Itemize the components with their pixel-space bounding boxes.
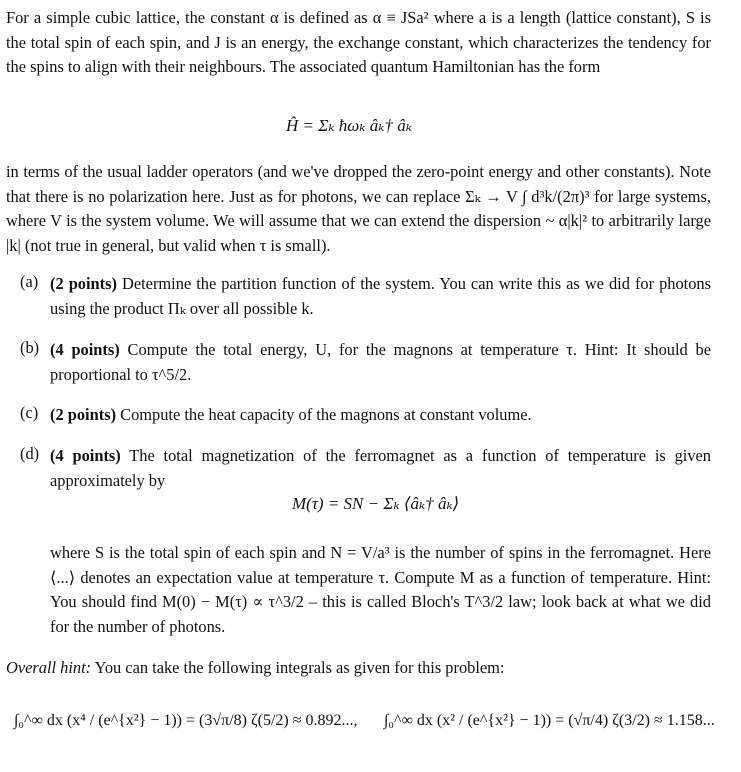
magnetization-equation: M(τ) = SN − Σₖ ⟨âₖ† âₖ⟩ [292, 494, 460, 513]
part-b-points: (4 points) [50, 340, 120, 359]
part-a-label: (a) [20, 272, 39, 291]
hamiltonian-equation: Ĥ = Σₖ ħωₖ âₖ† âₖ [286, 116, 412, 135]
part-b-label: (b) [20, 338, 40, 357]
integral-1: ∫₀^∞ dx (x⁴ / (e^{x²} − 1)) = (3√π/8) ζ(5/2) ≈ 0.892..., [14, 712, 358, 729]
part-a-text: Determine the partition function of the system. You can write this as we did for photons using the product Πₖ over all possible k. [50, 274, 711, 318]
part-d-after: where S is the total spin of each spin and N = V/a³ is the number of spins in the ferromagnet. Here ⟨...⟩ denotes an expectation value at temperature τ. Compute M as a function of temperature. Hint: You should find M(0) − M(τ) ∝ τ^3/2 – this is called Bloch's T^3/2 law; look back at what we did for the number of photons. [50, 543, 711, 636]
part-c-points: (2 points) [50, 405, 117, 424]
integral-2: ∫₀^∞ dx (x² / (e^{x²} − 1)) = (√π/4) ζ(3/2) ≈ 1.158... [384, 712, 715, 729]
part-b-text: Compute the total energy, U, for the magnons at temperature τ. Hint: It should be proportional to τ^5/2. [50, 340, 711, 384]
intro-paragraph-2: in terms of the usual ladder operators (and we've dropped the zero-point energy and other constants). Note that there is no polarization here. Just as for photons, we can replace Σₖ → V ∫ d³k/(2π)³ for large systems, where V is the system volume. We will assume that we can extend the dispersion ~ α|k|² to arbitrarily large |k| (not true in general, but valid when τ is small). [6, 162, 711, 255]
part-d-points: (4 points) [50, 446, 121, 465]
part-a-points: (2 points) [50, 274, 117, 293]
part-c [50, 403, 711, 428]
overall-hint-lead: Overall hint: [6, 658, 92, 677]
part-b [50, 338, 711, 387]
part-d-label: (d) [20, 444, 40, 463]
part-d [50, 444, 711, 493]
overall-hint-text: You can take the following integrals as given for this problem: [94, 658, 505, 677]
part-a [50, 272, 711, 321]
overall-hint [6, 656, 711, 681]
part-c-label: (c) [20, 403, 39, 422]
intro-paragraph-1: For a simple cubic lattice, the constant α is defined as α ≡ JSa² where a is a length (lattice constant), S is the total spin of each spin, and J is an energy, the exchange constant, which characterizes the tendency for the spins to align with their neighbours. The associated quantum Hamiltonian has the form [6, 8, 711, 76]
part-d-text: The total magnetization of the ferromagnet as a function of temperature is given approximately by [50, 446, 711, 490]
part-c-text: Compute the heat capacity of the magnons at constant volume. [120, 405, 532, 424]
